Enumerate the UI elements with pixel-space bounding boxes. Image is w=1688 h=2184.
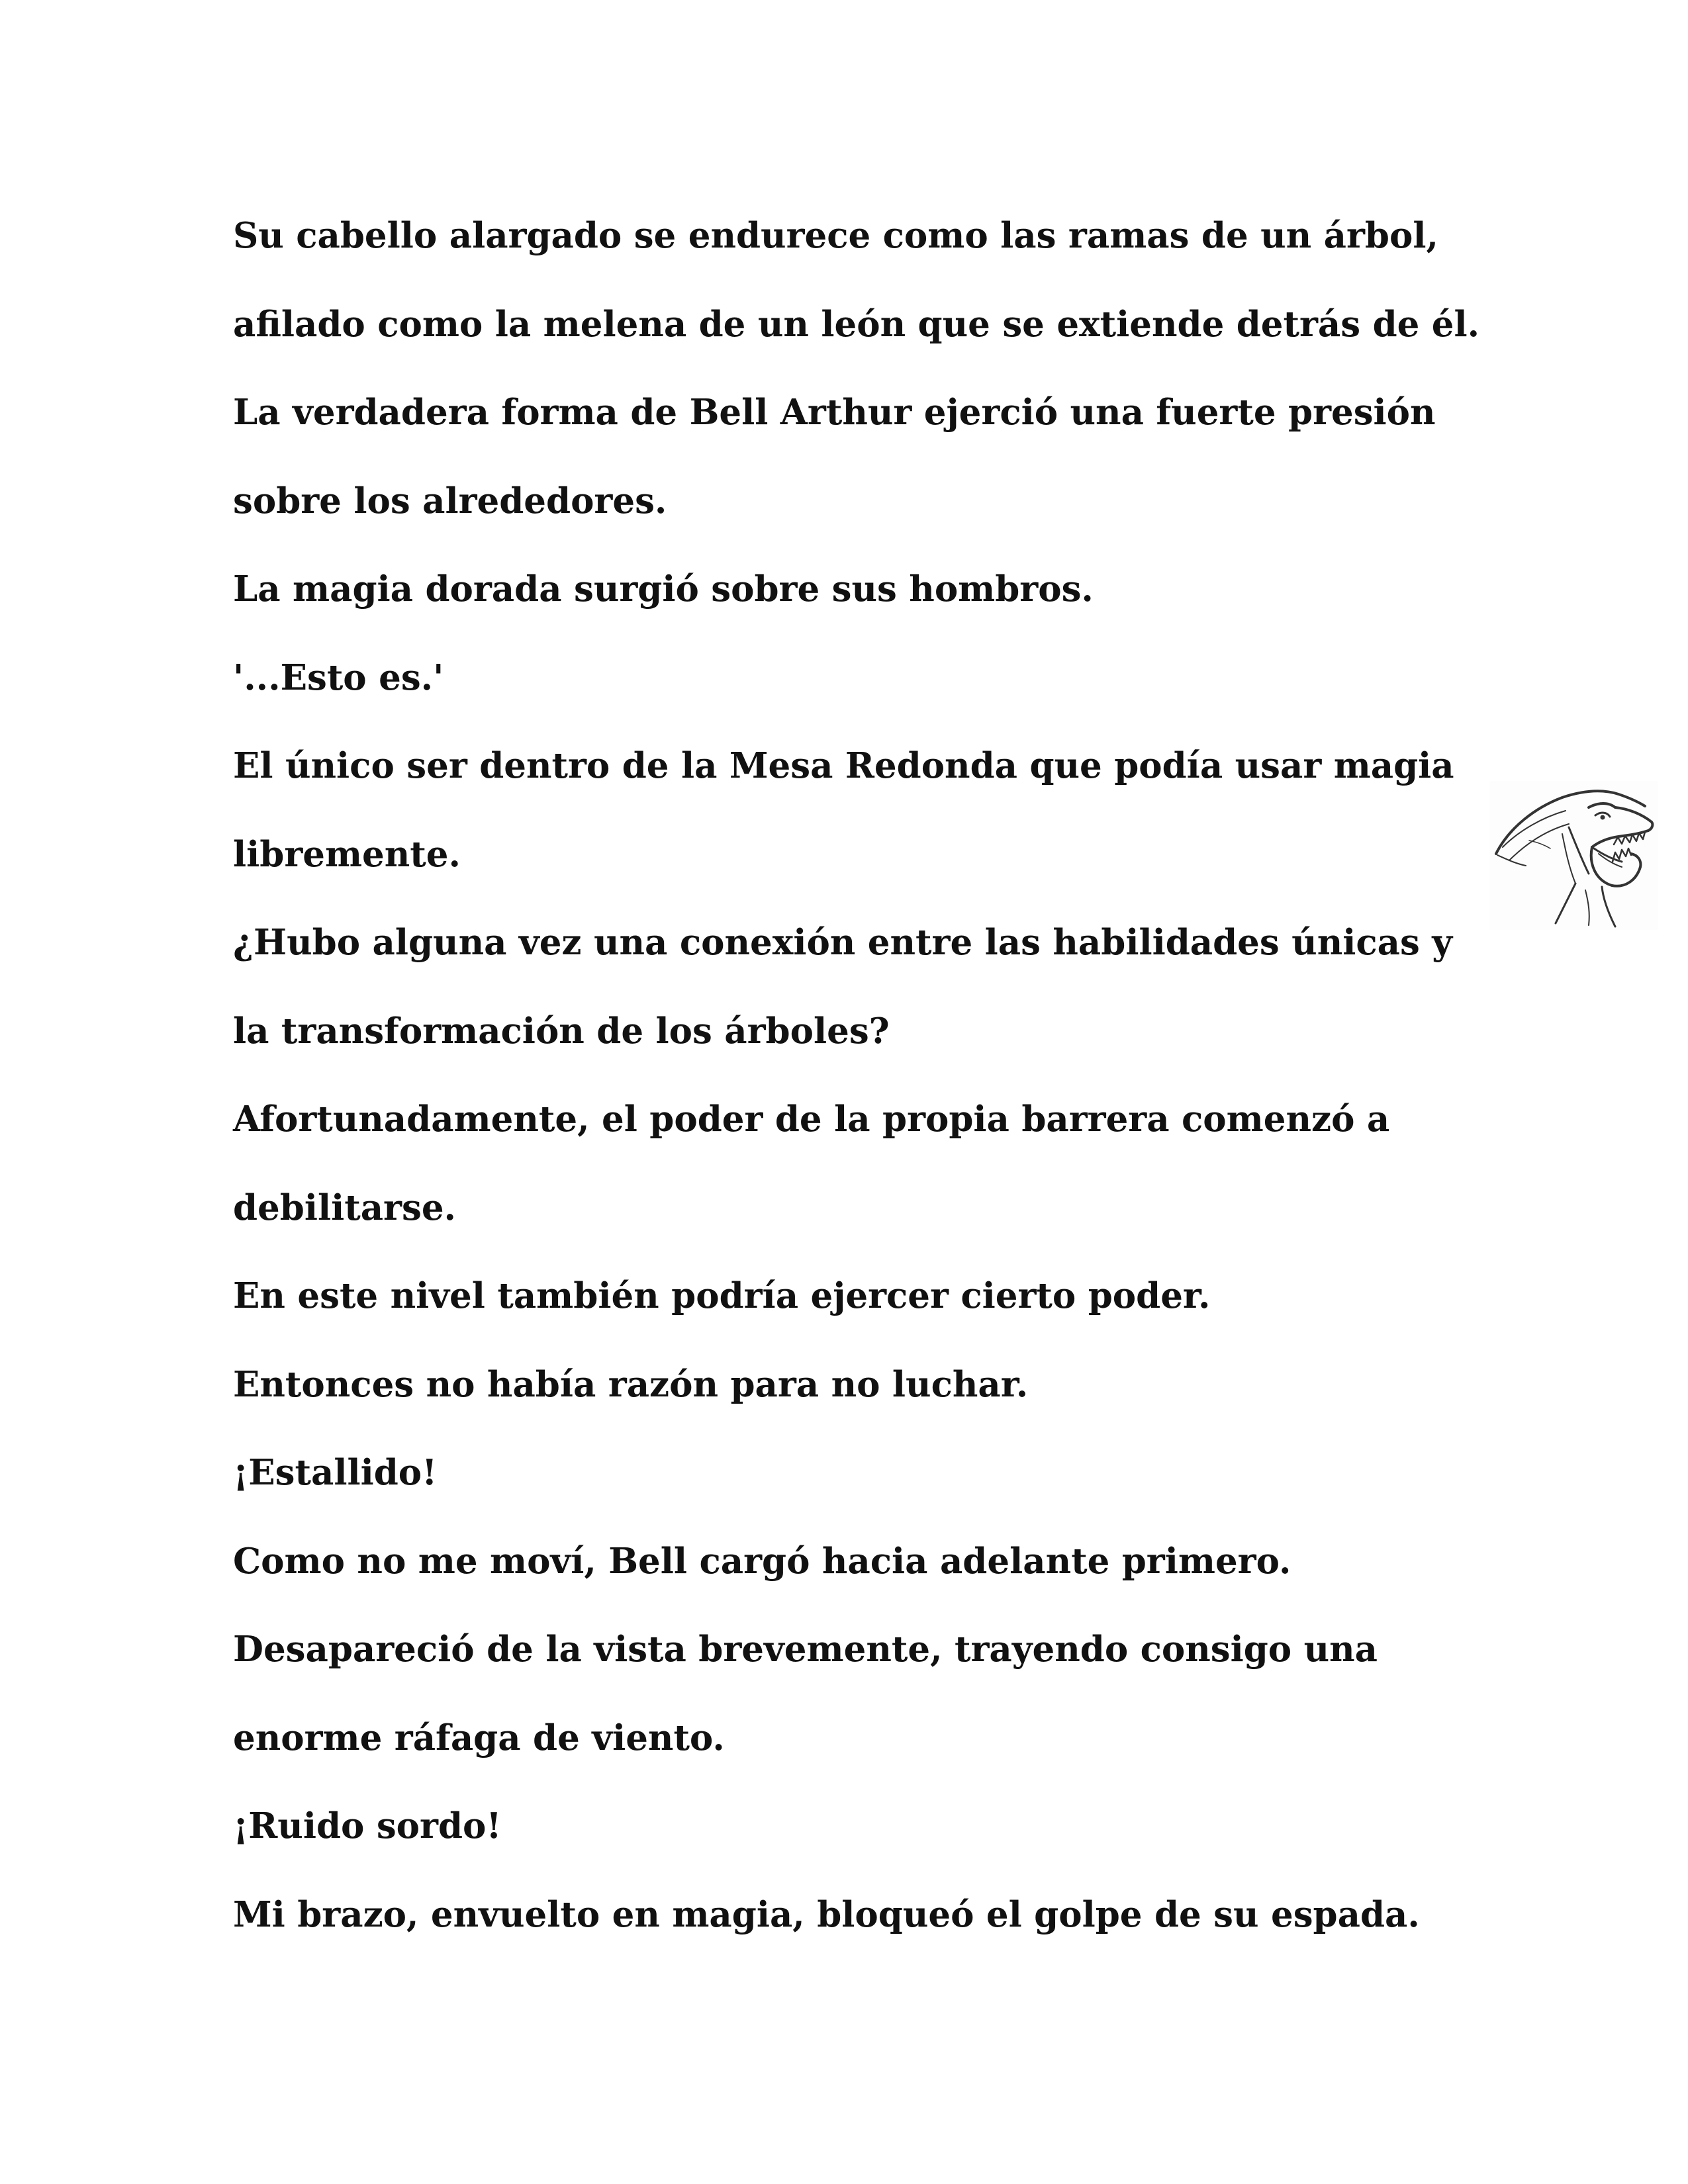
text-line-12: debilitarse. xyxy=(233,1187,456,1228)
text-line-4: sobre los alrededores. xyxy=(233,480,667,522)
text-line-19: ¡Ruido sordo! xyxy=(233,1805,502,1846)
text-line-7: El único ser dentro de la Mesa Redonda que podía usar magia xyxy=(233,745,1454,786)
text-line-13: En este nivel también podría ejercer cierto poder. xyxy=(233,1275,1211,1316)
text-line-20: Mi brazo, envuelto en magia, bloqueó el golpe de su espada. xyxy=(233,1893,1420,1935)
text-line-17: Desapareció de la vista brevemente, trayendo consigo una xyxy=(233,1629,1378,1670)
text-line-9: ¿Hubo alguna vez una conexión entre las habilidades únicas y xyxy=(233,922,1453,963)
text-line-10: la transformación de los árboles? xyxy=(233,1010,890,1052)
text-line-11: Afortunadamente, el poder de la propia barrera comenzó a xyxy=(233,1099,1390,1140)
text-line-16: Como no me moví, Bell cargó hacia adelante primero. xyxy=(233,1540,1291,1582)
text-line-3: La verdadera forma de Bell Arthur ejerció una fuerte presión xyxy=(233,392,1436,433)
text-line-1: Su cabello alargado se endurece como las ramas de un árbol, xyxy=(233,215,1438,256)
text-line-14: Entonces no había razón para no luchar. xyxy=(233,1363,1029,1405)
body-text xyxy=(233,192,1491,1959)
text-line-6: '...Esto es.' xyxy=(233,657,444,698)
text-line-2: afilado como la melena de un león que se extiende detrás de él. xyxy=(233,303,1480,345)
text-line-8: libremente. xyxy=(233,833,461,875)
text-line-15: ¡Estallido! xyxy=(233,1452,438,1493)
text-line-18: enorme ráfaga de viento. xyxy=(233,1717,725,1758)
dinosaur-head-icon xyxy=(1489,781,1658,930)
text-line-5: La magia dorada surgió sobre sus hombros. xyxy=(233,569,1094,610)
